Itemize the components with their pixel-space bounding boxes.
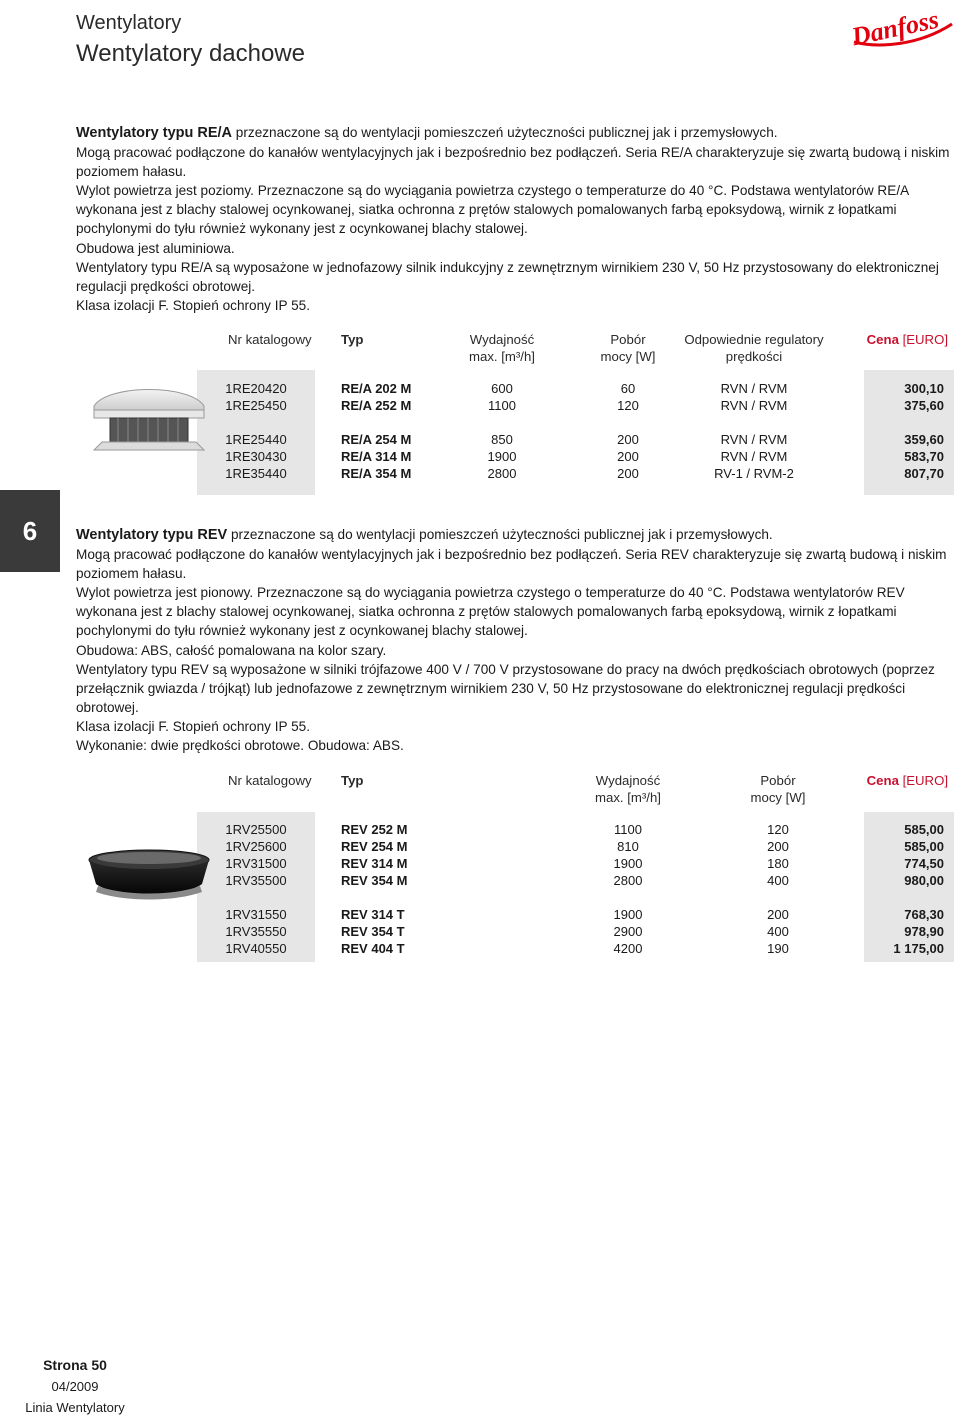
airflow-value: 1900 <box>613 907 643 922</box>
power-value: 200 <box>617 449 639 464</box>
catalog-number: 1RV31500 <box>225 856 287 871</box>
catalog-number: 1RV31550 <box>225 907 287 922</box>
footer-line: Linia Wentylatory <box>25 1400 125 1415</box>
price-value: 978,90 <box>904 924 944 939</box>
price-value: 375,60 <box>904 398 944 413</box>
catalog-number: 1RV25600 <box>225 839 287 854</box>
power-value: 120 <box>617 398 639 413</box>
power-value: 200 <box>767 839 789 854</box>
danfoss-logo <box>848 2 956 52</box>
product-type: REV 404 T <box>341 941 405 956</box>
price-value: 300,10 <box>904 381 944 396</box>
product-type: REV 354 T <box>341 924 405 939</box>
product-type: RE/A 252 M <box>341 398 412 413</box>
catalog-number: 1RV35500 <box>225 873 287 888</box>
rev-paragraph: Wykonanie: dwie prędkości obrotowe. Obudowa: ABS. <box>76 738 404 754</box>
catalog-number: 1RE25440 <box>225 432 287 447</box>
rea-paragraph: Klasa izolacji F. Stopień ochrony IP 55. <box>76 297 310 313</box>
price-value: 585,00 <box>904 839 944 854</box>
col-code-header: Nr katalogowy <box>228 332 312 347</box>
airflow-value: 2800 <box>613 873 643 888</box>
rea-paragraph: Wylot powietrza jest poziomy. Przeznaczone są do wyciągania powietrza czystego o temperaturze do 40 °C. Podstawa wentylatorów RE/A wykonana jest z blachy stalowej ocynkowanej, siatka ochronna z prętów stalowych pomalowanych farbą epoksydową, wirnik z łopatkami pochylonymi do tyłu również wykonany jest z ocynkowanej blachy stalowej. <box>76 183 909 237</box>
section-tab: 6 <box>0 490 60 572</box>
footer-page-number: Strona 50 <box>43 1357 107 1373</box>
airflow-value: 4200 <box>613 941 643 956</box>
col-flow-header: Wydajność max. [m³/h] <box>469 332 535 364</box>
airflow-value: 850 <box>491 432 513 447</box>
regulator-value: RVN / RVM <box>720 381 788 396</box>
power-value: 200 <box>617 432 639 447</box>
col-power-header: Pobór mocy [W] <box>750 773 806 805</box>
col-price-header: Cena [EURO] <box>866 332 948 347</box>
airflow-value: 2900 <box>613 924 643 939</box>
svg-text:Danfoss: Danfoss <box>849 4 942 52</box>
product-type: REV 252 M <box>341 822 408 837</box>
price-value: 980,00 <box>904 873 944 888</box>
power-value: 400 <box>767 924 789 939</box>
rea-paragraph: Obudowa jest aluminiowa. <box>76 240 235 256</box>
rea-paragraph: Mogą pracować podłączone do kanałów wentylacyjnych jak i bezpośrednio bez podłączeń. Seria RE/A charakteryzuje się zwartą budową i niskim poziomem hałasu. <box>76 145 950 180</box>
product-type: REV 254 M <box>341 839 408 854</box>
col-typ-header: Typ <box>341 773 364 788</box>
price-value: 583,70 <box>904 449 944 464</box>
airflow-value: 1100 <box>488 398 516 413</box>
footer-date: 04/2009 <box>51 1379 99 1394</box>
power-value: 180 <box>767 856 789 871</box>
rev-paragraph: Klasa izolacji F. Stopień ochrony IP 55. <box>76 718 310 734</box>
airflow-value: 2800 <box>487 466 517 481</box>
price-value: 1 175,00 <box>893 941 944 956</box>
airflow-value: 810 <box>617 839 639 854</box>
power-value: 400 <box>767 873 789 888</box>
power-value: 120 <box>767 822 789 837</box>
rea-fan-image <box>88 376 210 460</box>
power-value: 200 <box>617 466 639 481</box>
rea-paragraph: Wentylatory typu RE/A są wyposażone w jednofazowy silnik indukcyjny z zewnętrznym wirnikiem 230 V, 50 Hz przystosowany do elektronicznej regulacji prędkości obrotowej. <box>76 259 939 294</box>
col-price-header: Cena [EURO] <box>866 773 948 788</box>
airflow-value: 1900 <box>487 449 517 464</box>
regulator-value: RVN / RVM <box>720 432 788 447</box>
rev-paragraph: przeznaczone są do wentylacji pomieszczeń użyteczności publicznej jak i przemysłowych. <box>227 527 773 542</box>
rea-heading: Wentylatory typu RE/A <box>76 125 233 141</box>
catalog-number: 1RV35550 <box>225 924 287 939</box>
product-type: RE/A 202 M <box>341 381 412 396</box>
power-value: 200 <box>767 907 789 922</box>
price-value: 768,30 <box>904 907 944 922</box>
rev-fan-image <box>84 846 214 904</box>
header-category: Wentylatory <box>76 12 182 34</box>
price-value: 585,00 <box>904 822 944 837</box>
product-type: RE/A 314 M <box>341 449 412 464</box>
price-value: 359,60 <box>904 432 944 447</box>
product-type: RE/A 354 M <box>341 466 412 481</box>
col-power-header: Pobór mocy [W] <box>600 332 656 364</box>
product-type: REV 314 T <box>341 907 405 922</box>
catalog-number: 1RE25450 <box>225 398 287 413</box>
regulator-value: RVN / RVM <box>720 398 788 413</box>
catalog-number: 1RE35440 <box>225 466 287 481</box>
rev-paragraph: Mogą pracować podłączone do kanałów wentylacyjnych jak i bezpośrednio bez podłączeń. Seria REV charakteryzuje się zwartą budową i niskim poziomem hałasu. <box>76 547 947 582</box>
regulator-value: RV-1 / RVM-2 <box>714 466 794 481</box>
product-type: RE/A 254 M <box>341 432 412 447</box>
price-value: 774,50 <box>904 856 944 871</box>
rea-description <box>76 123 956 315</box>
rev-paragraph: Wylot powietrza jest pionowy. Przeznaczone są do wyciągania powietrza czystego o temperaturze do 40 °C. Podstawa wentylatorów REV wykonana jest z blachy stalowej ocynkowanej, siatka ochronna z prętów stalowych pomalowanych farbą epoksydową, wirnik z łopatkami pochylonymi do tyłu również wykonany jest z ocynkowanej blachy stalowej. <box>76 585 905 639</box>
airflow-value: 600 <box>491 381 513 396</box>
product-type: REV 354 M <box>341 873 408 888</box>
price-value: 807,70 <box>904 466 944 481</box>
col-typ-header: Typ <box>341 332 364 347</box>
col-flow-header: Wydajność max. [m³/h] <box>595 773 661 805</box>
regulator-value: RVN / RVM <box>720 449 788 464</box>
power-value: 190 <box>767 941 789 956</box>
catalog-number: 1RE20420 <box>225 381 287 396</box>
page-title: Wentylatory dachowe <box>76 40 306 67</box>
power-value: 60 <box>620 381 636 396</box>
rev-paragraph: Obudowa: ABS, całość pomalowana na kolor szary. <box>76 642 387 658</box>
catalog-number: 1RV25500 <box>225 822 287 837</box>
rev-heading: Wentylatory typu REV <box>76 527 228 543</box>
rea-paragraph: przeznaczone są do wentylacji pomieszczeń użyteczności publicznej jak i przemysłowych. <box>232 125 778 140</box>
rev-paragraph: Wentylatory typu REV są wyposażone w silniki trójfazowe 400 V / 700 V przystosowane do pracy na dwóch prędkościach obrotowych (poprzez przełącznik gwiazda / trójkąt) lub jednofazowe z zewnętrznym wirnikiem 230 V, 50 Hz przystosowane do elektronicznej regulacji prędkości obrotowej. <box>76 661 935 715</box>
airflow-value: 1900 <box>613 856 643 871</box>
airflow-value: 1100 <box>614 822 642 837</box>
catalog-number: 1RV40550 <box>225 941 287 956</box>
product-type: REV 314 M <box>341 856 408 871</box>
rev-description <box>76 525 956 755</box>
catalog-number: 1RE30430 <box>225 449 287 464</box>
col-code-header: Nr katalogowy <box>228 773 312 788</box>
col-regulators-header: Odpowiednie regulatory prędkości <box>684 332 824 364</box>
